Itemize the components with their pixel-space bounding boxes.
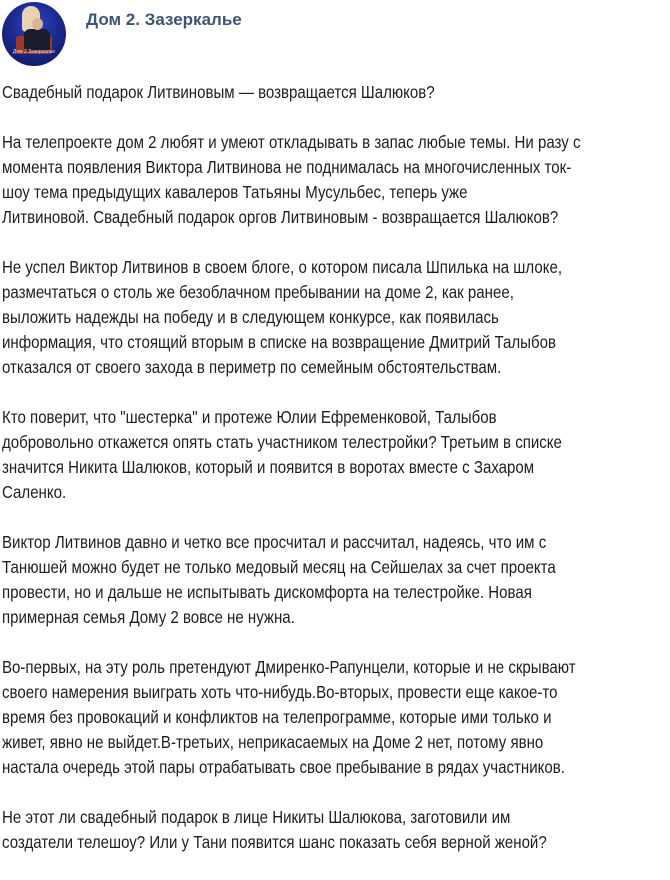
avatar-man-figure bbox=[24, 29, 50, 51]
text-line: момента появления Виктора Литвинова не поднималась на многочисленных ток- bbox=[2, 157, 572, 177]
text-line: шоу тема предыдущих кавалеров Татьяны Мусульбес, теперь уже bbox=[2, 182, 468, 202]
text-line: время без провокаций и конфликтов на телепрограмме, которые ими только и bbox=[2, 707, 552, 727]
post-header bbox=[0, 0, 670, 70]
post-paragraph bbox=[2, 655, 668, 780]
post-body bbox=[2, 80, 668, 880]
text-line: Во-первых, на эту роль претендуют Дмиренко-Рапунцели, которые и не скрывают bbox=[2, 657, 576, 677]
text-line: Литвиновой. Свадебный подарок оргов Литвиновым - возвращается Шалюков? bbox=[2, 207, 559, 227]
text-line: Свадебный подарок Литвиновым — возвращается Шалюков? bbox=[2, 82, 435, 102]
post-paragraph bbox=[2, 530, 668, 630]
text-line: На телепроекте дом 2 любят и умеют откладывать в запас любые темы. Ни разу с bbox=[2, 132, 581, 152]
text-line: добровольно откажется опять стать участником телестройки? Третьим в списке bbox=[2, 432, 562, 452]
avatar-man-head bbox=[32, 18, 43, 30]
text-line: Саленко. bbox=[2, 482, 67, 502]
text-line: живет, явно не выйдет.В-третьих, неприкасаемых на Доме 2 нет, потому явно bbox=[2, 732, 544, 752]
post-paragraph bbox=[2, 805, 668, 855]
avatar-caption: Дом 2 Зазеркалье bbox=[12, 49, 56, 55]
post-paragraph bbox=[2, 255, 668, 380]
text-line: создатели телешоу? Или у Тани появится шанс показать себя верной женой? bbox=[2, 832, 547, 852]
text-line: примерная семья Дому 2 вовсе не нужна. bbox=[2, 607, 295, 627]
text-line: информация, что стоящий вторым в списке на возвращение Дмитрий Талыбов bbox=[2, 332, 556, 352]
text-line: Не успел Виктор Литвинов в своем блоге, о котором писала Шпилька на шлоке, bbox=[2, 257, 563, 277]
post-headline-paragraph bbox=[2, 80, 668, 105]
community-title[interactable]: Дом 2. Зазеркалье bbox=[86, 10, 242, 29]
text-line: настала очередь этой пары отрабатывать свое пребывание в рядах участников. bbox=[2, 757, 565, 777]
text-line: отказался от своего захода в периметр по семейным обстоятельствам. bbox=[2, 357, 502, 377]
text-line: провести, но и дальше не испытывать дискомфорта на телестройке. Новая bbox=[2, 582, 532, 602]
text-line: Виктор Литвинов давно и четко все просчитал и рассчитал, надеясь, что им с bbox=[2, 532, 547, 552]
text-line: выложить надежды на победу и в следующем конкурсе, как появилась bbox=[2, 307, 499, 327]
text-line: Кто поверит, что "шестерка" и протеже Юлии Ефременковой, Талыбов bbox=[2, 407, 497, 427]
text-line: своего намерения выиграть хоть что-нибудь.Во-вторых, провести еще какое-то bbox=[2, 682, 558, 702]
text-line: Танюшей можно будет не только медовый месяц на Сейшелах за счет проекта bbox=[2, 557, 556, 577]
community-avatar[interactable] bbox=[2, 2, 66, 66]
text-line: значится Никита Шалюков, который и появится в воротах вместе с Захаром bbox=[2, 457, 535, 477]
post-paragraph bbox=[2, 130, 668, 230]
text-line: размечтаться о столь же безоблачном пребывании на доме 2, как ранее, bbox=[2, 282, 514, 302]
text-line: Не этот ли свадебный подарок в лице Никиты Шалюкова, заготовили им bbox=[2, 807, 511, 827]
post-paragraph bbox=[2, 405, 668, 505]
